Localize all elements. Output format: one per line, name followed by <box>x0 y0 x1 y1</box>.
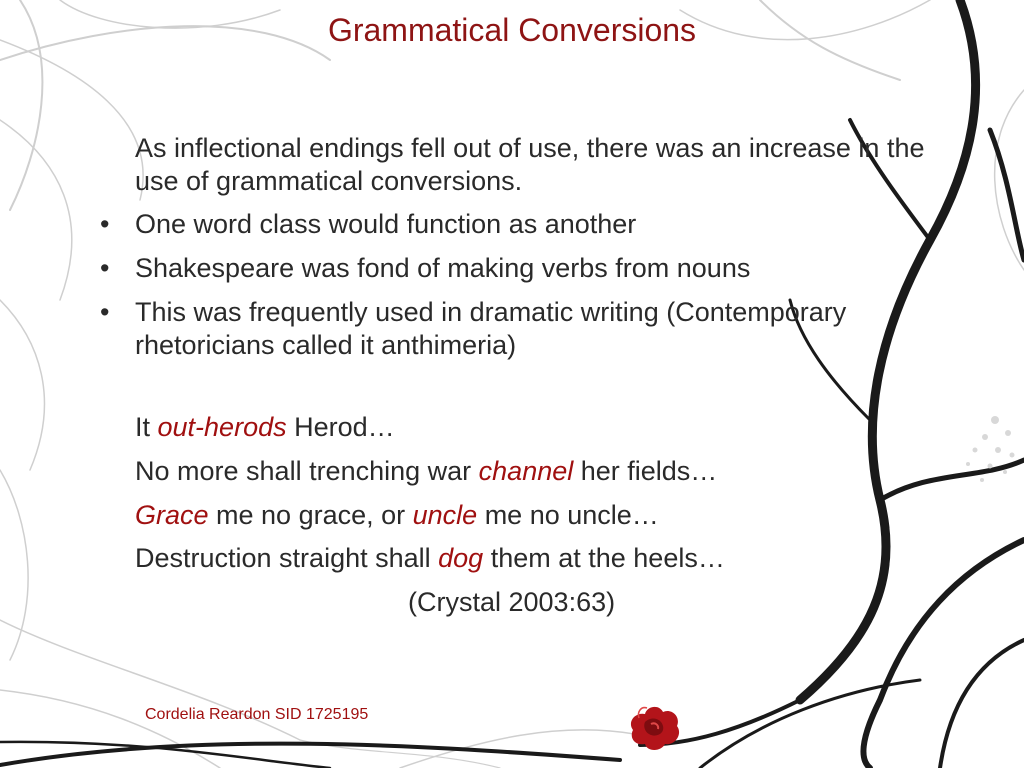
quote-line <box>135 455 930 488</box>
quote-text: her fields… <box>573 455 718 486</box>
bullet-text: One word class would function as another <box>135 208 637 239</box>
quote-text: me no uncle… <box>477 499 659 530</box>
quote-text: Destruction straight shall <box>135 543 439 574</box>
intro-paragraph: As inflectional endings fell out of use, there was an increase in the use of grammatical conversions. <box>135 133 925 196</box>
quote-text: No more shall trenching war <box>135 455 479 486</box>
slide-body <box>100 132 930 619</box>
bullet-text: This was frequently used in dramatic writing (Contemporary rhetoricians called it anthimeria) <box>135 296 847 360</box>
bullet-text: Shakespeare was fond of making verbs from nouns <box>135 252 751 283</box>
rose-icon <box>625 700 685 755</box>
quote-line <box>135 411 930 444</box>
bullet-item <box>100 252 930 285</box>
quote-text: It <box>135 411 158 442</box>
bullet-marker: • <box>100 208 110 239</box>
quote-text: me no grace, or <box>208 499 413 530</box>
slide-title: Grammatical Conversions <box>327 12 697 48</box>
bullet-marker: • <box>100 252 110 283</box>
citation: (Crystal 2003:63) <box>408 587 616 618</box>
quote-emphasis: uncle <box>412 499 478 530</box>
quote-text: Herod… <box>286 411 395 442</box>
bullet-marker: • <box>100 296 110 327</box>
quote-line <box>135 542 930 575</box>
bullet-item <box>100 296 930 362</box>
quote-text: them at the heels… <box>483 543 725 574</box>
quote-emphasis: dog <box>438 543 484 574</box>
bullet-item <box>100 208 930 241</box>
quote-line <box>135 499 930 532</box>
footer-author: Cordelia Reardon SID 1725195 <box>145 706 369 723</box>
quote-emphasis: out-herods <box>157 411 287 442</box>
quote-emphasis: Grace <box>135 499 209 530</box>
quote-emphasis: channel <box>478 455 574 486</box>
